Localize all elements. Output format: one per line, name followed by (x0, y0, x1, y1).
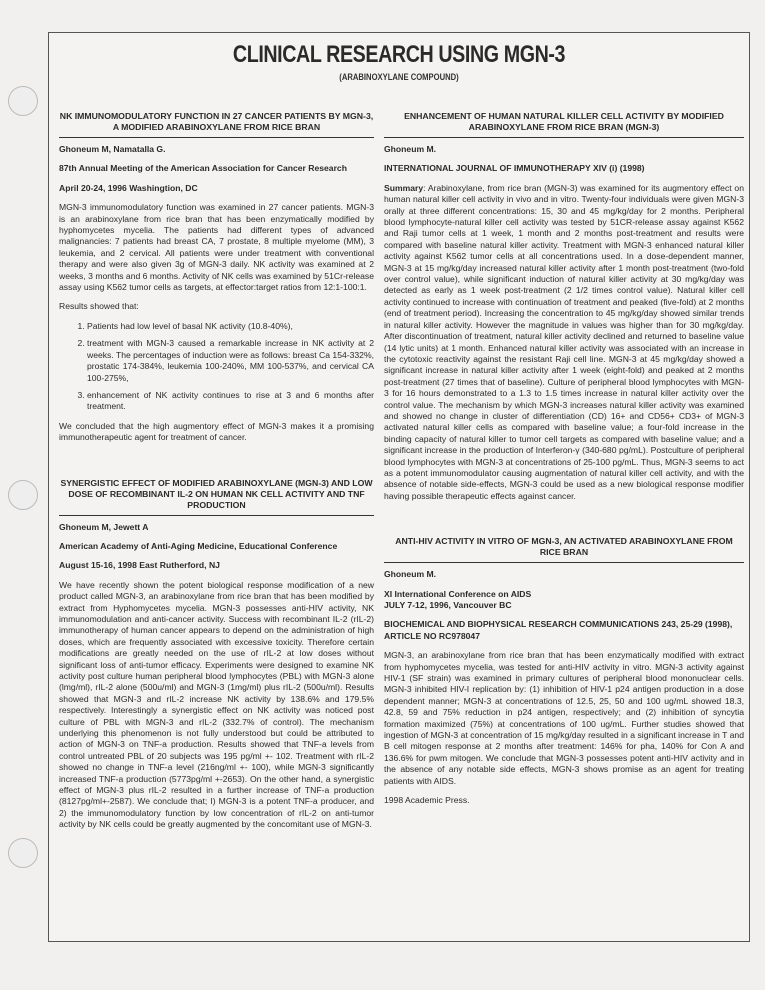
article-date: JULY 7-12, 1996, Vancouver BC (384, 600, 512, 610)
article-authors: Ghoneum M, Jewett A (59, 521, 149, 532)
article-authors: Ghoneum M. (384, 569, 437, 580)
page-title: CLINICAL RESEARCH USING MGN-3 (232, 41, 566, 68)
article-authors: Ghoneum M. (384, 144, 437, 154)
punch-hole (8, 86, 38, 116)
article-journal: BIOCHEMICAL AND BIOPHYSICAL RESEARCH COMMUNICATIONS 243, 25-29 (1998), ARTICLE NO RC978047 (384, 619, 733, 641)
article-anti-hiv (384, 536, 744, 806)
results-list (59, 321, 374, 413)
article-date: August 15-16, 1998 East Rutherford, NJ (59, 560, 220, 571)
article-nk-immunomodulatory (59, 111, 374, 444)
right-column (384, 111, 744, 815)
article-body: MGN-3, an arabinoxylane from rice bran that has been enzymatically modified with extract from hyphomycetes mycelia, was tested for anti-HIV activity in vitro. MGN-3 activity against HIV-1 (SF strain) was examined in primary cultures of peripheral blood mononuclear cells. MGN-3 inhibited HIV-I replication by: (1) inhibition of HIV-1 p24 antigen production in a dose dependent manner; MGN-3 at concentrations of 12.5, 25, 50 and 100 ug/mL showed 18.3, 42.8, 59 and 75% reduction in p24 antigen, respectively; and (2) inhibition of syncytia formation maximized (75%) at concentrations of 100 ug/mL. Further studies showed that ingestion of MGN-3 at concentration of 15 mg/kg/day resulted in a significant increase in T and B cell mitogen response at 2 months after treatment: 146% for pha, 140% for Con A and 136.6% for pwm mitogen. We conclude that MGN-3 possesses potent anti-HIV activity and in the absence of any notable side effects, MGN-3 shows promise as an agent for treating patients with AIDS. (384, 650, 744, 786)
article-nk-enhancement (384, 111, 744, 502)
article-venue: 87th Annual Meeting of the American Association for Cancer Research (59, 163, 347, 174)
article-title: SYNERGISTIC EFFECT OF MODIFIED ARABINOXYLANE (MGN-3) AND LOW DOSE OF RECOMBINANT IL-2 ON HUMAN NK CELL ACTIVITY AND TNF PRODUCTION (59, 478, 374, 516)
punch-hole (8, 838, 38, 868)
article-title: NK IMMUNOMODULATORY FUNCTION IN 27 CANCER PATIENTS BY MGN-3, A MODIFIED ARABINOXYLANE FROM RICE BRAN (59, 111, 374, 138)
summary-text: : Arabinoxylane, from rice bran (MGN-3) was examined for its augmentory effect on human natural killer cell activity in vivo and in vitro. Twenty-four individuals were given MGN-3 orally at three different concentrations: 15, 30 and 45 mg/kg/day for 2 months. Peripheral blood lymphocyte-natural killer cell activity was tested by 51CR-release assay against K562 and Raji tumor cells at 1 week, 1 month and 2 months post-treatment and results were compared with baseline natural killer activity. Treatment with MGN-3 enhanced natural killer activity against K562 tumor cells at all concentrations used. In a dose-dependent manner, MGN-3 at 15 mg/kg/day increased natural killer activity after 1 month post-treatment (two-fold over control value), while significant induction of natural killer activity at 30 mg/kg/day was detected as early as 1 week post-treatment (2 1/2 times control value). Natural killer cell activity continued to increase with continuation of treatment and peaked (five-fold) at 2 months (end of treatment period). Increasing the concentration to 45 mg/kg/day showed similar trends in natural killer activity. However the magnitude in values was higher than for 30 mg/kg/day. After discontinuation of treatment, natural killer activity declined and returned to baseline value (14 lytic units) at 1 month. Enhanced natural killer activity was associated with an increase in the cytotoxic reactivity against the resistant Raji cell line. MGN-3 at 45 mg/kg/day showed a significant increase in natural killer activity after 1 week (eight-fold) and peaked at 2 months post-treatment (27 times that of baseline). Culture of peripheral blood lymphocytes with MGN-3 for 16 hours demonstrated to a 1.3 to 1.5 times increase in natural killer activity over the control value. The mechanism by which MGN-3 increases natural killer activity was examined and showed no change in cluster of differentiation (CD) 16+ and CD56+ CD3+ of MGN-3 activated natural killer cells as compared with baseline value; a four-fold increase in the binding capacity of natural killer to tumor cell targets as compared with baseline value; and a significant increase in the production of Interferon-γ (340-680 pg/mL). Postculture of peripheral blood lymphocytes with MGN-3 at concentrations of 25-100 pg/mL. Thus, MGN-3 seems to act as a potent immunomodulator causing augmentation of natural killer cell activity, and with the absence of notable side-effects, MGN-3 could be used as a new biological response modifier having possible therapeutic effects against cancer. (384, 182, 744, 501)
result-item: 1. Patients had low level of basal NK activity (10.8-40%), (87, 321, 374, 332)
article-venue: INTERNATIONAL JOURNAL OF IMMUNOTHERAPY XIV (i) (1998) (384, 163, 645, 174)
article-title: ANTI-HIV ACTIVITY IN VITRO OF MGN-3, AN ACTIVATED ARABINOXYLANE FROM RICE BRAN (384, 536, 744, 563)
punch-hole (8, 480, 38, 510)
page-subtitle: (ARABINOXYLANE COMPOUND) (339, 72, 459, 82)
article-conclusion: We concluded that the high augmentory effect of MGN-3 makes it a promising immunotherapeutic agent for treatment of cancer. (59, 420, 374, 443)
article-venue: American Academy of Anti-Aging Medicine, Educational Conference (59, 540, 338, 551)
article-body: We have recently shown the potent biological response modification of a new product called MGN-3, an arabinoxylane from rice bran that has been modified by extract from Hyphomycetes mycelia. MGN-3 possesses anti-HIV activity, NK immunomodulation and anti-cancer activity. Success with recombinant IL-2 (rIL-2) immunotherapy of human cancer appears to depend on the administration of high doses, which are frequently associated with excessive toxicity. Therefore certain modifications are greatly needed on the use of rIL-2 at low doses without significant loss of anti-tumor efficacy. Experiments were designed to examine NK activity post culture human peripheral blood lymphocytes (PBL) with MGN-3 alone (lmg/ml), rIL-2 alone (500u/ml) and MGN-3 (1mg/ml) plus rIL-2 (500u/ml). Results showed that MGN-3 and rIL-2 increase NK activity by 138.6% and 179.5% respectively. Interestingly a synergistic effect on NK activity was noticed post culture of PBL with MGN-3 and rIL-2 (332.7% of control). The mechanism underlying this phenomenon is not fully understood but could be attributed to action of MGN-3 on TNF-a production. Results showed that TNF-a levels from control untreated PBL of 20 subjects was 195 pg/ml +- 102. Treatment with rIL-2 showed no change in TNF-a level (216ng/ml +- 100), while MGN-3 significantly increased TNF-a production (5773pg/ml +-2653). On the other hand, a synergistic effect of MGN-3 plus rIL-2 resulted in a further increase of TNF-a production (8127pg/ml+-2587). We conclude that; I) MGN-3 is a potent TNF-a producer, and 2) the immunomodulatory function by low concentration of rIL-2 on anti-tumor activity by NK cells could be greatly augmented by the concomitant use of MGN-3. (59, 579, 374, 830)
copyright-note: 1998 Academic Press. (384, 795, 470, 806)
article-venue: XI International Conference on AIDS (384, 588, 532, 599)
article-body (384, 183, 744, 502)
article-authors: Ghoneum M, Namatalla G. (59, 144, 166, 154)
document-frame (48, 32, 750, 942)
left-column (59, 111, 374, 839)
result-item: 2. treatment with MGN-3 caused a remarkable increase in NK activity at 2 weeks. The percentages of induction were as follows: breast Ca 154-332%, prostatic 174-384%, leukemia 100-240%, MM 100-537%, and cervical CA 100-275%, (87, 338, 374, 384)
article-title: ENHANCEMENT OF HUMAN NATURAL KILLER CELL ACTIVITY BY MODIFIED ARABINOXYLANE FROM RICE BRAN (MGN-3) (384, 111, 744, 138)
article-date: April 20-24, 1996 Washingtion, DC (59, 182, 198, 193)
article-body: MGN-3 immunomodulatory function was examined in 27 cancer patients. MGN-3 is an arabinoxylane from rice bran that has been enzymatically modified by hyphomycetes mycelia. The patients had different types of advanced malignancies: 7 patients had breast CA, 7 prostate, 8 multiple myelome (MM), 3 leukemia, and 2 cervical. All patients were under treatment with conventional therapy and were also given 3g of MGN-3 daily. NK activity was examined at 2 weeks, 3 months and 6 months. Activity of NK cells was examined by 51Cr-release assay using K562 tumor cells as targets, at effector:target ratios from 12:1-100:1. (59, 202, 374, 293)
results-intro: Results showed that: (59, 301, 139, 312)
article-synergistic-effect (59, 478, 374, 831)
summary-label: Summary (384, 182, 424, 193)
result-item: 3. enhancement of NK activity continues to rise at 3 and 6 months after treatment. (87, 390, 374, 413)
